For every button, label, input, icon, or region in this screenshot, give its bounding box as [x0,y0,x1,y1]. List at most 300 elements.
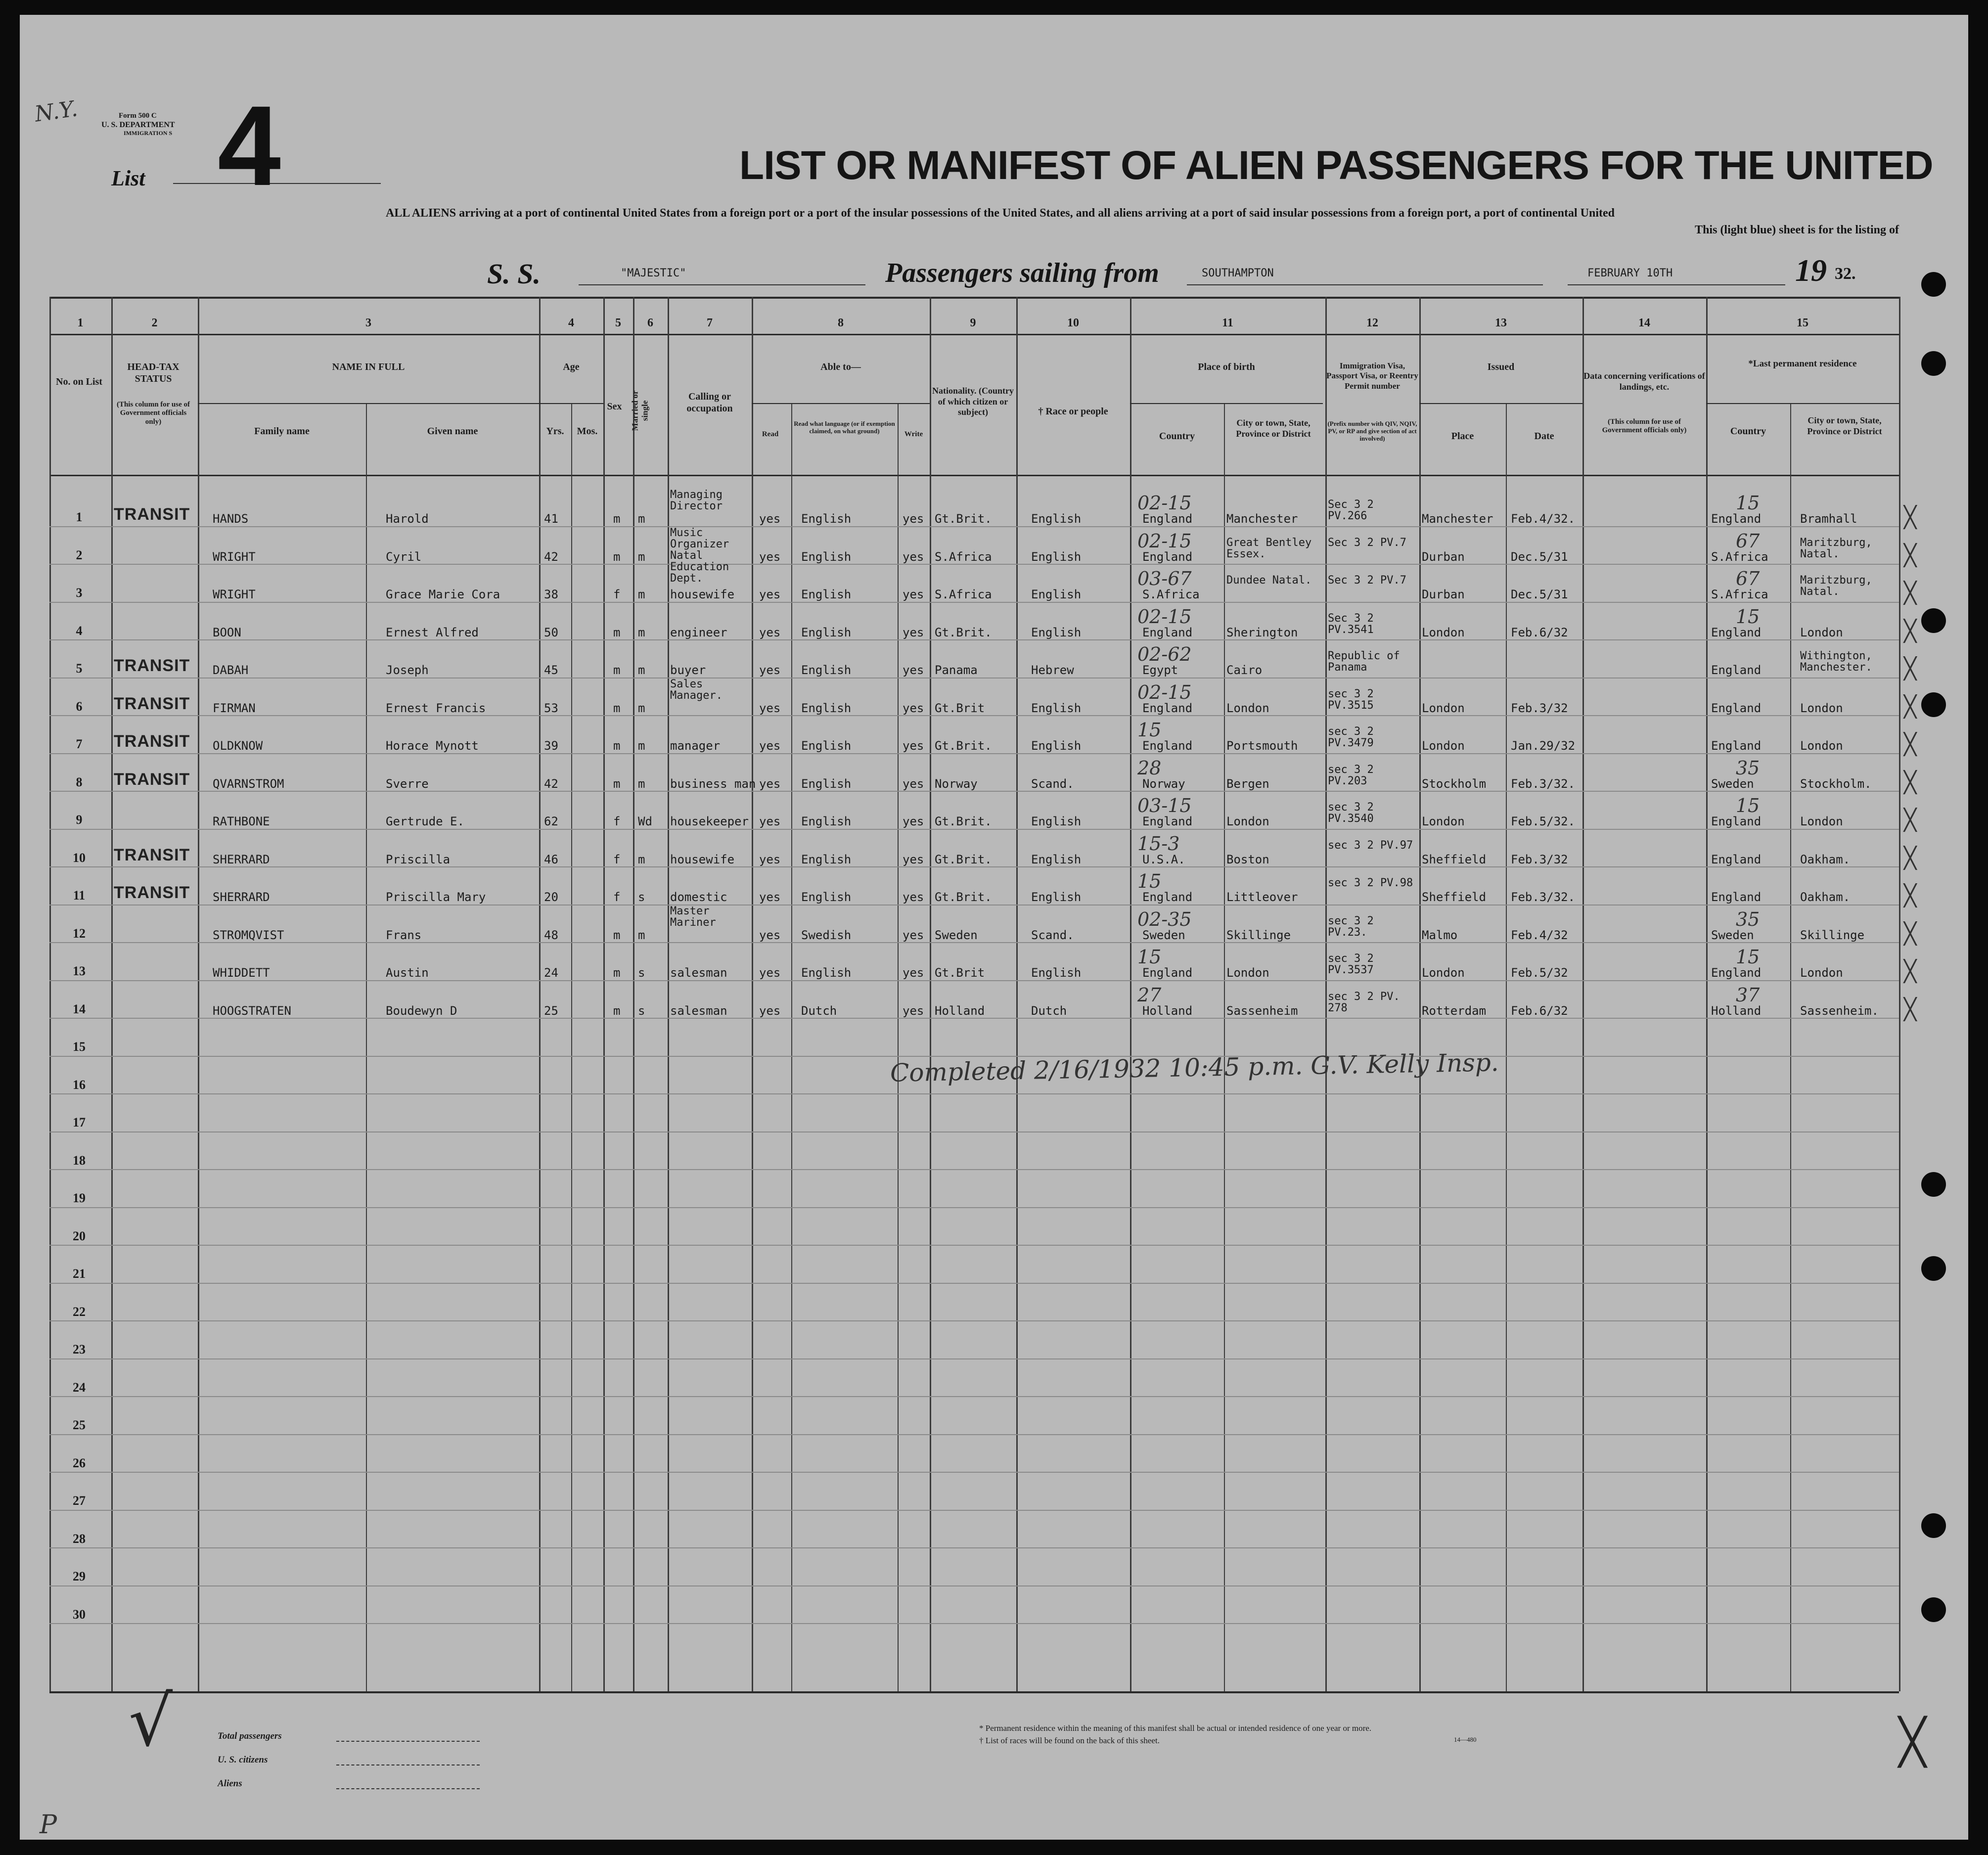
sex: f [613,588,621,601]
binder-hole [1921,351,1946,376]
marital-status: m [638,512,645,526]
footer-aliens-line [336,1788,480,1789]
can-write: yes [903,966,924,980]
handwritten-code: 15 [1137,719,1162,741]
issued-place: London [1422,739,1465,753]
row-number: 7 [76,737,83,751]
residence-country: England [1711,966,1762,980]
column-number: 10 [1067,317,1079,329]
age-years: 25 [544,1004,558,1018]
nationality: Gt.Brit. [935,814,992,828]
birth-city: Great Bentley Essex. [1226,537,1312,561]
subcolumn-divider [791,403,792,1691]
birth-country: England [1142,701,1193,715]
header-race: † Race or people [1038,406,1108,417]
header-res-country: Country [1730,426,1766,437]
column-number: 7 [707,317,713,329]
read-language: English [801,966,852,980]
column-divider [930,297,931,1691]
sex: m [613,966,621,980]
read-language: English [801,512,852,526]
row-number: 24 [73,1380,86,1395]
issued-date: Dec.5/31 [1511,550,1568,564]
residence-country: Sweden [1711,777,1754,791]
can-read: yes [759,1004,781,1018]
service-label: IMMIGRATION S [124,130,173,136]
row-rule [49,1547,1899,1548]
family-name: WRIGHT [213,588,256,601]
given-name: Gertrude E. [386,814,464,828]
residence-country: S.Africa [1711,550,1768,564]
can-write: yes [903,663,924,677]
footer-total-passengers: Total passengers [218,1731,282,1741]
header-family-name: Family name [254,426,310,437]
header-read-language: Read what language (or if exemption claimed, on what ground) [794,420,895,435]
row-rule [49,715,1899,716]
row-number: 9 [76,813,83,827]
marital-status: m [638,739,645,753]
family-name: WRIGHT [213,550,256,564]
binder-hole [1921,1172,1946,1197]
read-language: Dutch [801,1004,837,1018]
port-name: SOUTHAMPTON [1202,267,1274,279]
given-name: Priscilla Mary [386,890,486,904]
row-number: 17 [73,1115,86,1130]
table-bottom-border [49,1691,1899,1693]
header-calling: Calling or occupation [686,391,733,414]
sex: m [613,928,621,942]
given-name: Harold [386,512,429,526]
can-read: yes [759,814,781,828]
age-years: 42 [544,777,558,791]
sailing-label: Passengers sailing from [885,258,1159,288]
occupation: salesman [670,1004,727,1018]
residence-city: Skillinge [1800,928,1865,942]
sex: m [613,739,621,753]
transit-stamp: TRANSIT [114,505,190,524]
can-write: yes [903,588,924,601]
row-number: 8 [76,775,83,789]
verification-cross: ╳ [1904,808,1917,832]
issued-date: Feb.3/32 [1511,853,1568,866]
form-number: Form 500 C [119,112,157,120]
residence-city: London [1800,739,1843,753]
row-number: 28 [73,1532,86,1546]
header-subdivider [539,403,603,404]
verification-cross: ╳ [1904,846,1917,870]
header-issued-place: Place [1451,431,1474,442]
row-number: 22 [73,1305,86,1319]
issued-place: London [1422,626,1465,639]
margin-mark: N.Y. [33,96,80,127]
column-divider [668,297,669,1691]
column-number: 5 [615,317,621,329]
nationality: Sweden [935,928,978,942]
port-underline [1187,284,1543,285]
can-read: yes [759,663,781,677]
occupation: housewife [670,853,735,866]
family-name: QVARNSTROM [213,777,284,791]
can-read: yes [759,890,781,904]
issued-place: Malmo [1422,928,1458,942]
sailing-date: FEBRUARY 10TH [1587,267,1673,279]
verification-cross: ╳ [1904,883,1917,907]
birth-country: Egypt [1142,663,1178,677]
list-number: 4 [218,82,281,209]
birth-country: England [1142,550,1193,564]
marital-status: s [638,890,645,904]
residence-city: Withington, Manchester. [1800,650,1872,674]
given-name: Frans [386,928,422,942]
issued-date: Feb.6/32 [1511,626,1568,639]
handwritten-code: 03-15 [1137,795,1192,816]
birth-city: Portsmouth [1226,739,1298,753]
can-read: yes [759,550,781,564]
residence-city: Maritzburg, Natal. [1800,537,1872,561]
issued-date: Feb.3/32. [1511,777,1576,791]
visa-number: sec 3 2 PV.3515 [1328,688,1374,712]
row-rule [49,1018,1899,1019]
birth-city: Skillinge [1226,928,1291,942]
row-rule [49,1472,1899,1473]
issued-date: Jan.29/32 [1511,739,1576,753]
residence-country: England [1711,626,1762,639]
visa-number: Sec 3 2 PV.7 [1328,537,1406,549]
age-years: 46 [544,853,558,866]
header-yrs: Yrs. [546,426,564,437]
handwritten-code: 15 [1137,870,1162,892]
row-rule [49,866,1899,867]
race: English [1031,550,1082,564]
header-issued: Issued [1487,362,1515,372]
birth-city: Sassenheim [1226,1004,1298,1018]
visa-number: Sec 3 2 PV.7 [1328,574,1406,587]
birth-country: Norway [1142,777,1185,791]
birth-country: England [1142,814,1193,828]
visa-number: sec 3 2 PV.97 [1328,839,1413,852]
row-number: 1 [76,510,83,524]
read-language: English [801,663,852,677]
verification-cross: ╳ [1904,656,1917,680]
occupation: business man [670,777,756,791]
nationality: Panama [935,663,978,677]
given-name: Ernest Alfred [386,626,479,639]
row-number: 26 [73,1456,86,1470]
year-suffix: 32. [1835,265,1856,283]
header-verification-note: (This column for use of Government officials only) [1602,418,1687,435]
manifest-sheet [20,15,1968,1840]
nationality: Gt.Brit. [935,739,992,753]
header-verification: Data concerning verifications of landings, etc. [1583,371,1705,392]
column-divider [1325,297,1327,1691]
handwritten-code: 15-3 [1137,833,1180,855]
header-bottom-border [49,475,1899,476]
age-years: 50 [544,626,558,639]
marital-status: Wd [638,814,652,828]
family-name: HOOGSTRATEN [213,1004,291,1018]
read-language: English [801,588,852,601]
family-name: BOON [213,626,241,639]
column-divider [1419,297,1421,1691]
subcolumn-divider [1506,403,1507,1691]
race: English [1031,814,1082,828]
corner-cross-mark: ╳ [1899,1716,1926,1768]
ship-underline [579,284,865,285]
birth-city: Littleover [1226,890,1298,904]
verification-cross: ╳ [1904,732,1917,756]
race: English [1031,890,1082,904]
column-divider [1899,297,1900,1691]
row-rule [49,564,1899,565]
binder-hole [1921,1513,1946,1538]
header-read: Read [762,430,779,438]
column-divider [1706,297,1708,1691]
given-name: Horace Mynott [386,739,479,753]
handwritten-residence-code: 67 [1736,568,1760,589]
residence-country: Sweden [1711,928,1754,942]
header-given-name: Given name [427,426,478,437]
issued-date: Feb.3/32. [1511,890,1576,904]
column-number: 15 [1797,317,1808,329]
sex: m [613,777,621,791]
issued-date: Feb.4/32 [1511,928,1568,942]
column-number: 2 [151,317,158,329]
visa-number: Sec 3 2 PV.266 [1328,498,1374,523]
column-divider [1582,297,1584,1691]
family-name: SHERRARD [213,890,270,904]
sex: f [613,890,621,904]
can-read: yes [759,626,781,639]
footer-us-citizens: U. S. citizens [218,1755,268,1765]
column-divider [49,297,51,1691]
residence-city: Bramhall [1800,512,1857,526]
read-language: English [801,890,852,904]
header-res-city: City or town, State, Province or District [1807,415,1882,436]
row-rule [49,1585,1899,1586]
date-underline [1568,284,1785,285]
age-years: 24 [544,966,558,980]
nationality: Holland [935,1004,985,1018]
subcolumn-divider [1224,403,1225,1691]
row-number: 11 [73,888,86,903]
row-rule [49,1169,1899,1170]
handwritten-residence-code: 15 [1736,795,1760,816]
marital-status: m [638,701,645,715]
race: Scand. [1031,928,1074,942]
header-visa: Immigration Visa, Passport Visa, or Reentry Permit number [1326,361,1418,391]
race: English [1031,853,1082,866]
transit-stamp: TRANSIT [114,656,190,675]
row-rule [49,639,1899,640]
can-write: yes [903,739,924,753]
column-divider [539,297,541,1691]
column-number: 9 [970,317,976,329]
handwritten-code: 15 [1137,946,1162,968]
row-rule [49,526,1899,527]
marital-status: m [638,588,645,601]
verification-cross: ╳ [1904,619,1917,643]
row-number: 16 [73,1078,86,1092]
header-married: Married or single [630,390,650,431]
visa-number: sec 3 2 PV.23. [1328,915,1374,939]
row-rule [49,1320,1899,1321]
issued-place: London [1422,814,1465,828]
age-years: 45 [544,663,558,677]
column-number: 8 [838,317,844,329]
column-number: 11 [1222,317,1233,329]
header-birth-country: Country [1159,431,1195,442]
row-number: 23 [73,1342,86,1357]
header-head-tax: HEAD-TAX STATUS [127,362,180,384]
column-number: 6 [647,317,653,329]
footer-total-line [336,1741,480,1742]
verification-cross: ╳ [1904,581,1917,605]
nationality: Gt.Brit [935,701,985,715]
row-number: 12 [73,926,86,941]
residence-country: England [1711,853,1762,866]
issued-place: Stockholm [1422,777,1487,791]
can-write: yes [903,928,924,942]
marital-status: m [638,550,645,564]
sex: f [613,814,621,828]
verification-cross: ╳ [1904,543,1917,567]
footer-note-residence: * Permanent residence within the meaning of this manifest shall be actual or intended residence of one year or more. [979,1723,1372,1733]
handwritten-code: 02-15 [1137,530,1192,552]
can-write: yes [903,814,924,828]
given-name: Sverre [386,777,429,791]
visa-number: sec 3 2 PV.98 [1328,877,1413,889]
sex: m [613,701,621,715]
can-write: yes [903,777,924,791]
row-rule [49,602,1899,603]
row-number: 13 [73,964,86,978]
row-rule [49,1283,1899,1284]
sex: m [613,626,621,639]
issued-place: London [1422,966,1465,980]
ship-name: "MAJESTIC" [621,267,686,279]
row-number: 19 [73,1191,86,1205]
can-read: yes [759,739,781,753]
read-language: English [801,814,852,828]
race: Dutch [1031,1004,1067,1018]
header-subdivider [1706,403,1899,404]
read-language: English [801,739,852,753]
corner-mark: P [40,1810,57,1840]
handwritten-code: 02-35 [1137,908,1192,930]
residence-city: Sassenheim. [1800,1004,1879,1018]
row-number: 18 [73,1153,86,1168]
race: English [1031,701,1082,715]
header-birth-city: City or town, State, Province or District [1236,418,1311,439]
occupation: Managing Director [670,489,723,513]
binder-hole [1921,692,1946,717]
nationality: S.Africa [935,550,992,564]
column-divider [1130,297,1131,1691]
can-read: yes [759,512,781,526]
birth-country: England [1142,626,1193,639]
row-number: 29 [73,1569,86,1584]
issued-place: Sheffield [1422,853,1487,866]
given-name: Ernest Francis [386,701,486,715]
row-rule [49,791,1899,792]
age-years: 38 [544,588,558,601]
binder-hole [1921,608,1946,633]
transit-stamp: TRANSIT [114,732,190,751]
occupation: buyer [670,663,706,677]
header-place-of-birth: Place of birth [1198,362,1255,372]
residence-city: Stockholm. [1800,777,1872,791]
read-language: English [801,550,852,564]
column-number: 3 [365,317,371,329]
birth-country: England [1142,512,1193,526]
can-read: yes [759,853,781,866]
can-read: yes [759,966,781,980]
handwritten-code: 28 [1137,757,1162,779]
row-rule [49,753,1899,754]
race: Hebrew [1031,663,1074,677]
subcolumn-divider [1790,403,1791,1691]
footer-aliens: Aliens [218,1778,242,1789]
can-write: yes [903,550,924,564]
birth-country: Holland [1142,1004,1193,1018]
issued-place: Sheffield [1422,890,1487,904]
column-number-border [49,334,1899,335]
family-name: SHERRARD [213,853,270,866]
can-write: yes [903,626,924,639]
race: English [1031,966,1082,980]
handwritten-code: 03-67 [1137,568,1192,589]
footer-form-code: 14—480 [1454,1736,1477,1743]
row-rule [49,1207,1899,1208]
row-rule [49,1396,1899,1397]
row-rule [49,1245,1899,1246]
birth-city: London [1226,701,1269,715]
row-number: 3 [76,586,83,600]
read-language: English [801,853,852,866]
issued-date: Feb.3/32 [1511,701,1568,715]
given-name: Grace Marie Cora [386,588,500,601]
occupation: salesman [670,966,727,980]
header-head-tax-note: (This column for use of Government officials only) [116,401,190,426]
department-label: U. S. DEPARTMENT [101,121,175,129]
header-no-on-list: No. on List [56,376,102,387]
birth-city: London [1226,966,1269,980]
issued-date: Feb.5/32. [1511,814,1576,828]
issued-place: Durban [1422,550,1465,564]
issued-date: Feb.6/32 [1511,1004,1568,1018]
age-years: 39 [544,739,558,753]
age-years: 48 [544,928,558,942]
nationality: Gt.Brit. [935,853,992,866]
nationality: Gt.Brit [935,966,985,980]
header-nationality: Nationality. (Country of which citizen or subject) [932,386,1014,417]
transit-stamp: TRANSIT [114,770,190,789]
marital-status: m [638,663,645,677]
instructions-line-2: This (light blue) sheet is for the listing of [1695,224,1899,236]
read-language: English [801,777,852,791]
row-rule [49,980,1899,981]
nationality: S.Africa [935,588,992,601]
binder-hole [1921,272,1946,297]
nationality: Gt.Brit. [935,626,992,639]
subcolumn-divider [366,403,367,1691]
instructions-line-1: ALL ALIENS arriving at a port of continental United States from a foreign port or a port of the insular possessions of the United States, and all aliens arriving at a port of said insular possessions from a foreign port, a port of continental United [386,207,1615,220]
marital-status: m [638,626,645,639]
visa-number: sec 3 2 PV. 278 [1328,991,1400,1015]
residence-city: Maritzburg, Natal. [1800,574,1872,598]
age-years: 20 [544,890,558,904]
issued-place: London [1422,701,1465,715]
